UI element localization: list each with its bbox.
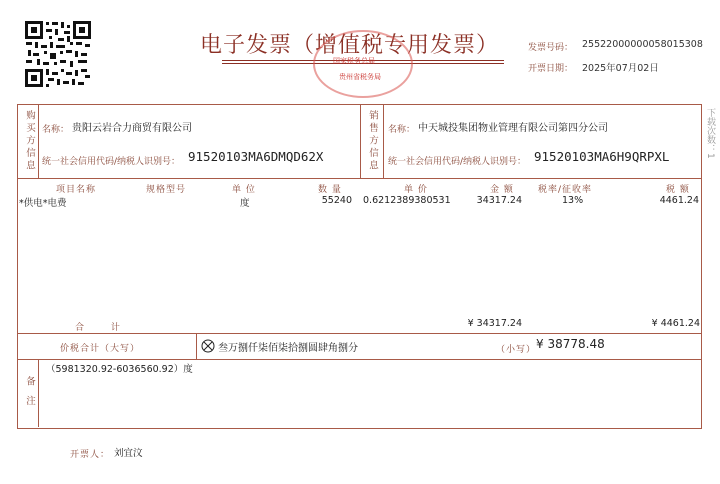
stamp-text-2: 贵州省税务局: [339, 73, 381, 81]
divider-parties: [17, 178, 701, 179]
header-amount: 金 额: [490, 185, 514, 195]
grand-total-lower: ¥ 38778.48: [536, 337, 605, 351]
stamp-text-1: 国家税务总局: [333, 57, 375, 65]
invoice-no-label: 发票号码：: [528, 43, 574, 53]
divider-buyer-label: [38, 104, 39, 178]
invoice-title: 电子发票（增值税专用发票）: [200, 33, 500, 58]
download-count-note: 下载次数：1: [705, 108, 715, 159]
item-qty: 55240: [321, 195, 352, 206]
seller-section-label: 销售方信息: [367, 110, 378, 173]
buyer-name-label: 名称：: [42, 125, 70, 135]
divider-grand-total: [17, 359, 701, 360]
buyer-tax-id: 91520103MA6DMQD62X: [188, 149, 324, 164]
buyer-tax-id-label: 统一社会信用代码/纳税人识别号：: [42, 157, 181, 167]
remarks-text: （5981320.92-6036560.92）度: [46, 364, 193, 375]
invoice-no: 25522000000058015308: [582, 39, 703, 50]
total-label: 合 计: [75, 323, 132, 333]
qr-code: [24, 20, 92, 88]
divider-seller-label: [383, 104, 384, 178]
header-price: 单 价: [404, 185, 428, 195]
divider-remarks-label: [38, 359, 39, 427]
header-spec: 规格型号: [146, 185, 187, 195]
item-amount: 34317.24: [476, 195, 522, 206]
issue-date: 2025年07月02日: [582, 63, 659, 74]
divider-grand-label: [196, 333, 197, 359]
seller-tax-id-label: 统一社会信用代码/纳税人识别号：: [388, 157, 527, 167]
item-tax-rate: 13%: [562, 195, 584, 206]
item-tax: 4461.24: [659, 195, 699, 206]
buyer-section-label: 购买方信息: [24, 110, 35, 173]
grand-total-lower-label: （小写）: [496, 345, 537, 355]
remarks-label: 备注: [24, 376, 35, 415]
header-tax-rate: 税率/征收率: [538, 185, 593, 195]
issuer-label: 开票人：: [70, 450, 111, 460]
divider-total: [17, 333, 701, 334]
issuer-name: 刘宜汶: [114, 448, 143, 459]
item-unit: 度: [240, 198, 250, 209]
header-item-name: 项目名称: [56, 185, 97, 195]
total-amount: ¥ 34317.24: [467, 318, 522, 329]
grand-total-upper: 叁万捌仟柒佰柒拾捌圆肆角捌分: [218, 343, 358, 354]
header-unit: 单 位: [232, 185, 256, 195]
item-name: *供电*电费: [19, 198, 67, 209]
grand-total-label: 价税合计（大写）: [60, 344, 141, 354]
seller-tax-id: 91520103MA6H9QRPXL: [534, 149, 670, 164]
header-qty: 数 量: [318, 185, 342, 195]
total-tax: ¥ 4461.24: [651, 318, 700, 329]
item-price: 0.6212389380531: [363, 195, 451, 206]
buyer-name: 贵阳云岩合力商贸有限公司: [72, 123, 192, 134]
issue-date-label: 开票日期：: [528, 64, 574, 74]
cross-circle-icon: [201, 339, 215, 353]
seller-name-label: 名称：: [388, 125, 416, 135]
divider-mid: [360, 104, 361, 178]
seller-name: 中天城投集团物业管理有限公司第四分公司: [418, 123, 608, 134]
header-tax: 税 额: [666, 185, 690, 195]
